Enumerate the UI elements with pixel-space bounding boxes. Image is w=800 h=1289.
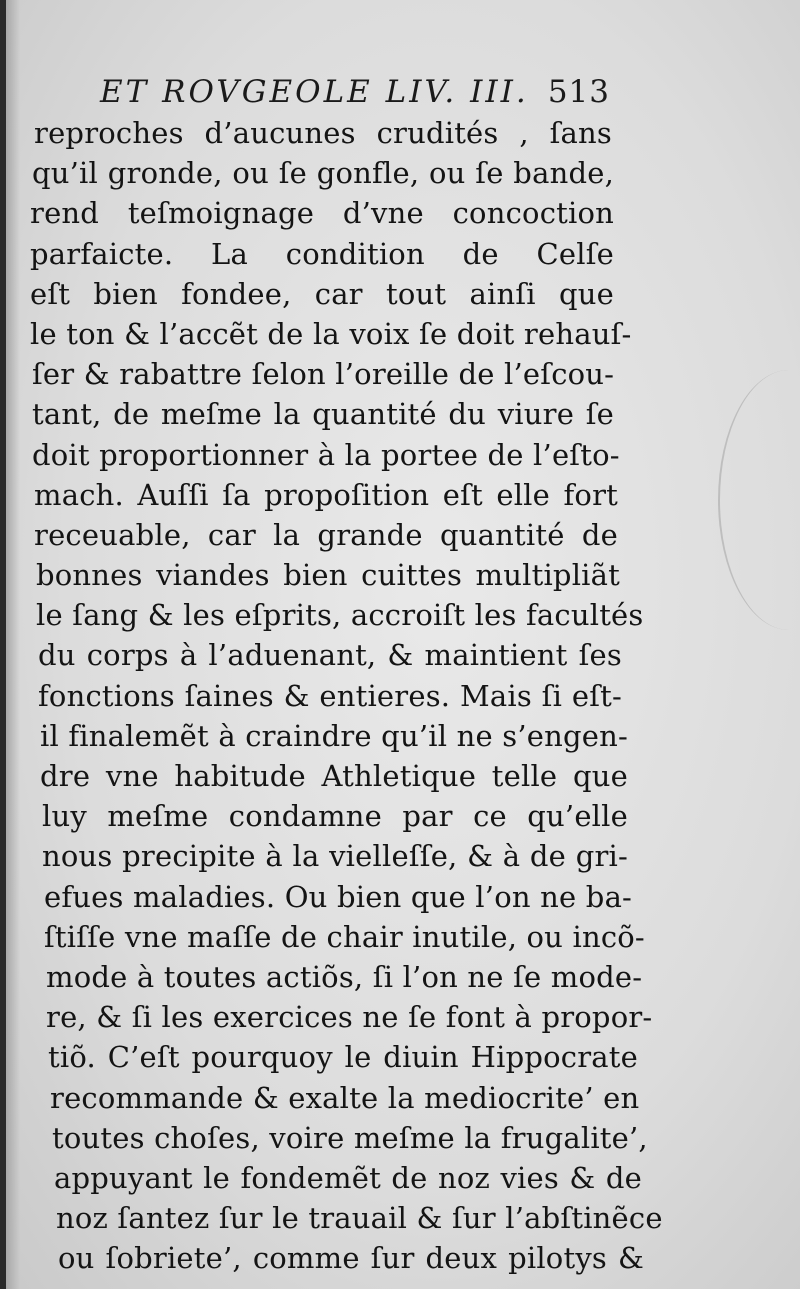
text-line: appuyant le fondemẽt de noz vies & de: [54, 1160, 642, 1195]
body-text: [28, 113, 663, 1278]
text-line: luy meſme condamne par ce qu’elle: [42, 799, 628, 834]
text-line: dre vne habitude Athletique telle que: [40, 759, 628, 793]
text-line: ou ſobriete’, comme ſur deux pilotys &: [58, 1241, 644, 1276]
text-line: mach. Auſſi ſa propoſition eſt elle fort: [34, 477, 618, 512]
text-line: le ſang & les eſprits, accroiſt les facultés: [36, 598, 644, 633]
text-line: tiõ. C’eſt pourquoy le diuin Hippocrate: [48, 1040, 638, 1075]
running-header: [100, 70, 610, 114]
text-line: efues maladies. Ou bien que l’on ne ba-: [44, 879, 633, 914]
text-line: receuable, car la grande quantité de: [34, 517, 618, 552]
text-line: il finalemẽt à craindre qu’il ne s’engen-: [40, 718, 629, 753]
text-line: bonnes viandes bien cuittes multipliãt: [36, 558, 620, 593]
text-line: ſtiſſe vne maſſe de chair inutile, ou incõ-: [44, 919, 645, 954]
paper-stain: [718, 370, 800, 630]
text-line: rend teſmoignage d’vne concoction: [30, 196, 614, 231]
page-gutter-shadow: [6, 0, 20, 1289]
text-line: nous precipite à la vielleſſe, & à de gri-: [42, 839, 628, 874]
text-line: fonctions ſaines & entieres. Mais ſi eſt-: [38, 678, 622, 713]
running-title: ET ROVGEOLE LIV. III.: [100, 74, 529, 110]
text-line: qu’il gronde, ou ſe gonfle, ou ſe bande,: [32, 156, 614, 191]
text-line: mode à toutes actiõs, ſi l’on ne ſe mode-: [46, 959, 643, 994]
text-line: reproches d’aucunes crudités , ſans: [34, 116, 612, 150]
text-line: le ton & l’accẽt de la voix ſe doit rehauſ-: [30, 316, 632, 351]
text-line: parfaicte. La condition de Celſe: [30, 236, 614, 271]
text-line: eſt bien fondee, car tout ainſi que: [30, 276, 614, 311]
text-line: du corps à l’aduenant, & maintient ſes: [38, 638, 622, 673]
text-line: noz ſantez ſur le trauail & ſur l’abſtinẽce: [56, 1201, 663, 1236]
text-line: recommande & exalte la mediocrite’ en: [50, 1080, 640, 1115]
text-line: tant, de meſme la quantité du viure ſe: [32, 397, 614, 432]
text-line: toutes choſes, voire meſme la frugalite’,: [52, 1120, 648, 1155]
page-number: 513: [547, 74, 610, 110]
text-line: ſer & rabattre ſelon l’oreille de l’eſcou-: [32, 357, 615, 392]
text-line: re, & ſi les exercices ne ſe font à propor-: [46, 1000, 653, 1035]
text-line: doit proportionner à la portee de l’eſto-: [32, 437, 620, 472]
